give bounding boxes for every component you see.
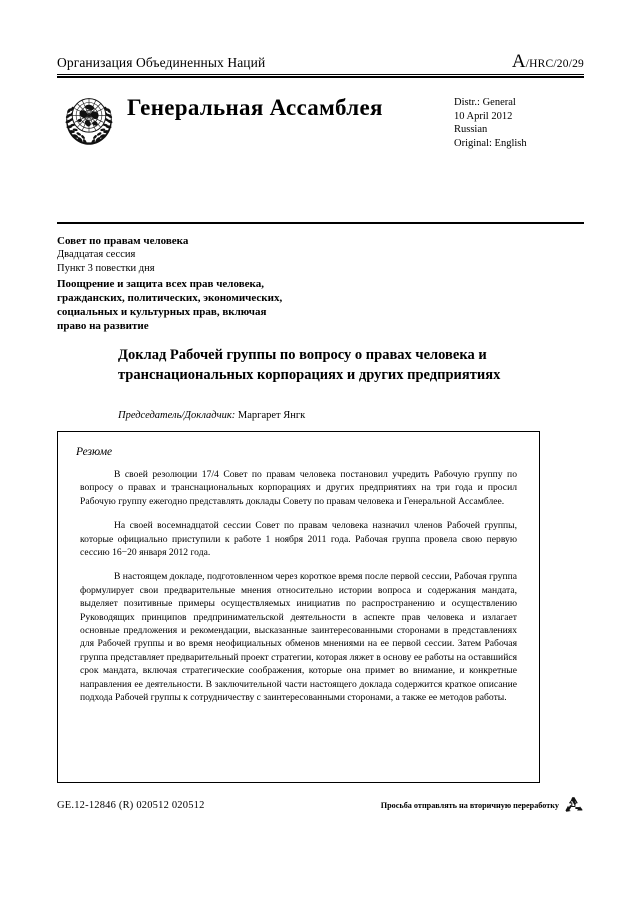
page-footer [57, 796, 584, 814]
summary-body [80, 468, 517, 705]
summary-box [57, 431, 540, 783]
chairperson-line [118, 410, 548, 421]
section-divider [57, 222, 584, 224]
distribution-original: Original: English [454, 137, 527, 149]
masthead [57, 52, 584, 150]
summary-paragraph: В своей резолюции 17/4 Совет по правам человека постановил учредить Рабочую группу по вопросу о правах и транснациональных корпорациях и других предприятиях на три года и просил Рабочую группу ежегодно представлять доклады Совету по правам человека и Генеральной Ассамблее. [80, 469, 517, 507]
distribution-block [454, 96, 584, 150]
distribution-date: 10 April 2012 [454, 110, 513, 122]
agenda-title-line-1: Поощрение и защита всех прав человека, [57, 277, 264, 290]
distribution-line-1: Distr.: General [454, 97, 516, 108]
agenda-title-line-2: гражданских, политических, экономических, [57, 291, 283, 304]
report-title: Доклад Рабочей группы по вопросу о правах человека и транснациональных корпорациях и других предприятиях [118, 347, 501, 383]
chairperson-label: Председатель/Докладчик: [118, 410, 236, 421]
recycle-notice [381, 796, 584, 814]
document-symbol [512, 52, 584, 71]
recycle-notice-text: Просьба отправлять на вторичную переработку [380, 800, 559, 810]
document-symbol-letter: A [511, 51, 526, 72]
organization-name: Организация Объединенных Наций [57, 55, 266, 70]
summary-heading: Резюме [76, 446, 113, 458]
distribution-language: Russian [454, 124, 488, 135]
organization-row [57, 52, 584, 72]
page-title: Генеральная Ассамблея [127, 95, 383, 120]
agenda-title-line-4: право на развитие [57, 320, 149, 333]
document-code: GE.12-12846 (R) 020512 020512 [57, 799, 205, 811]
brand-row [57, 86, 584, 150]
summary-paragraph: На своей восемнадцатой сессии Совет по правам человека назначил членов Рабочей группы, которые официально приступили к работе 1 ноября 2011 года. Рабочая группа провела свою первую сессию 16−20 января 2012 года. [80, 520, 517, 559]
recycle-icon [564, 796, 584, 814]
document-symbol-number: /HRC/20/29 [525, 58, 584, 70]
chairperson-name: Маргарет Янгк [237, 410, 306, 421]
council-name: Совет по правам человека [57, 235, 189, 247]
masthead-divider [57, 74, 584, 78]
agenda-item: Пункт 3 повестки дня [57, 263, 155, 275]
session-number: Двадцатая сессия [57, 249, 136, 261]
session-block [57, 234, 477, 333]
agenda-title-line-3: социальных и культурных прав, включая [57, 306, 267, 319]
un-emblem-icon [59, 89, 119, 149]
summary-paragraph: В настоящем докладе, подготовленном через короткое время после первой сессии, Рабочая группа формулирует свои предварительные мнения относительно истории вопроса и содержания мандата, выделяет позитивные примеры осуществляемых инициатив по распространению и осуществлению Руководящих принципов предпринимательской деятельности в аспекте прав человека и излагает основные предложения и рекомендации, высказанные заинтересованными сторонами в представлениях для Рабочей группы и во время неофициальных обменов мнениями на ее первой сессии. Затем Рабочая группа представляет предварительный проект стратегии, которая ляжет в основу ее работы на оставшийся срок мандата, включая стратегические соображения, которые она примет во внимание, и конкретные направления ее деятельности. В заключительной части настоящего доклада содержится краткое описание подхода Рабочей группы к сотрудничеству с заинтересованными сторонами, а также ее методов работы. [80, 571, 517, 704]
